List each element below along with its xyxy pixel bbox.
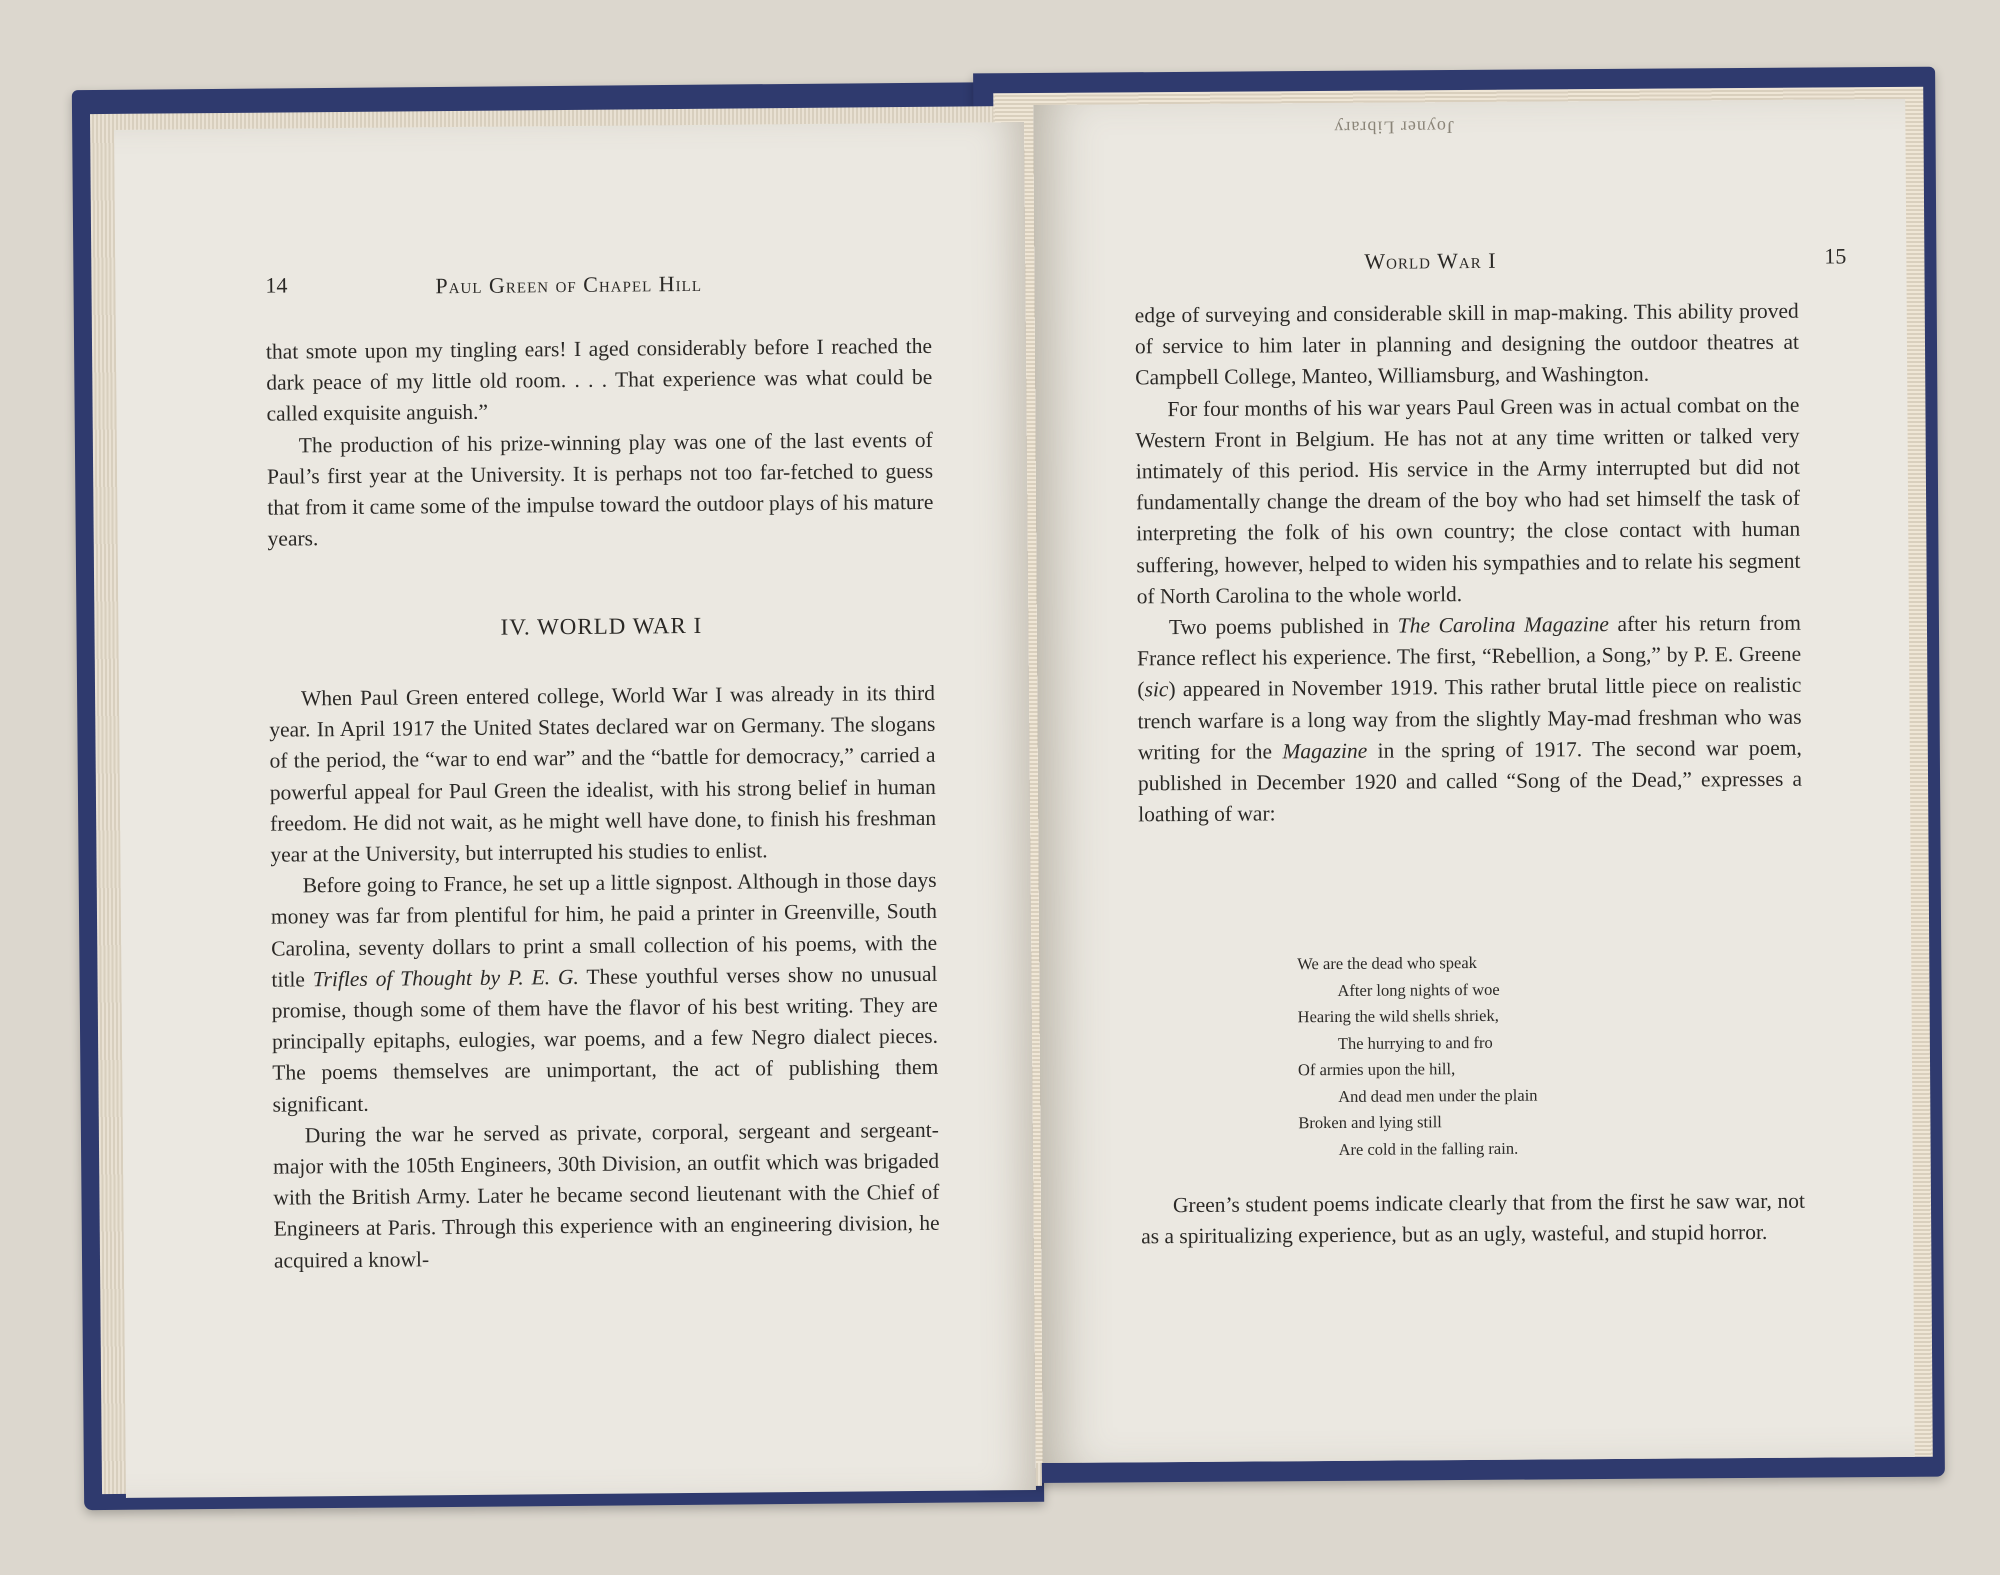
poem-line: Hearing the wild shells shriek, — [1297, 1005, 1499, 1027]
paragraph: The production of his prize-winning play was one of the last events of Paul’s first year at the University. It is perhaps not too far-fetched to guess that from it came some of the impulse toward the outdoor plays of his mature years. — [266, 427, 934, 551]
paragraph-text: ) appeared in November 1919. This rather brutal little piece on realistic trench warfare is a long way from the slightly May-mad freshman who was writing for the — [1137, 673, 1802, 765]
poem-line: We are the dead who speak — [1297, 952, 1477, 974]
running-head: World War I — [1364, 247, 1497, 274]
paragraph-text: Two poems published in — [1168, 613, 1390, 640]
poem-line: Broken and lying still — [1298, 1112, 1442, 1133]
paragraph: edge of surveying and considerable skill in map-making. This ability proved of service to him later in planning and designing the outdoor theatres at Campbell College, Manteo, Williamsburg, and Washington. — [1134, 298, 1800, 390]
paragraph-text: after his return from France reflect his experience. The first, “Rebellion, a Song,” by P. E. Greene ( — [1137, 610, 1802, 702]
sic-note: sic — [1144, 677, 1169, 702]
poem-block — [1297, 950, 1538, 1164]
left-text-body — [269, 678, 940, 1277]
poem-line: Of armies upon the hill, — [1297, 1059, 1456, 1080]
paragraph: For four months of his war years Paul Green was in actual combat on the Western Front in Belgium. He has not at any time written or talked very intimately of this period. His service in the Army interrupted but did not fundamentally change the dream of the boy who had set himself the task of interpreting the folk of his own country; the close contact with human suffering, however, helped to widen his sympathies and to relate his segment of North Carolina to the whole world. — [1135, 392, 1801, 609]
open-book — [78, 70, 1940, 1510]
magazine-title: Magazine — [1282, 738, 1368, 764]
library-stamp: Joyner Library — [1333, 117, 1454, 138]
paragraph-text: Before going to France, he set up a little signpost. Although in those days money was far from plentiful for him, he paid a printer in Greenville, South Carolina, seventy dollars to print a small collection of his poems, with the title — [270, 868, 938, 992]
right-text-top — [1135, 296, 1803, 831]
chapter-heading: IV. WORLD WAR I — [500, 612, 703, 640]
paragraph: Green’s student poems indicate clearly that from the first he saw war, not as a spiritualizing experience, but as an ugly, wasteful, and stupid horror. — [1141, 1188, 1806, 1249]
paragraph-text: in the spring of 1917. The second war poem, published in December 1920 and called “Song of the Dead,” expresses a loathing of war: — [1137, 735, 1803, 827]
poem-line: And dead men under the plain — [1338, 1085, 1538, 1106]
left-page — [114, 122, 1036, 1498]
paragraph: that smote upon my tingling ears! I aged considerably before I reached the dark peace of my little old room. . . . That experience was what could be called exquisite anguish.” — [265, 333, 933, 427]
poem-line: The hurrying to and fro — [1337, 1032, 1493, 1053]
paragraph — [271, 865, 939, 1120]
poem-line: Are cold in the falling rain. — [1338, 1138, 1519, 1159]
page-number: 15 — [1824, 243, 1847, 269]
book-title: Trifles of Thought by P. E. G. — [312, 964, 579, 992]
right-page — [1033, 99, 1914, 1463]
right-text-bottom — [1141, 1186, 1805, 1253]
paragraph — [1137, 608, 1803, 831]
paragraph: When Paul Green entered college, World War I was already in its third year. In April 1917 the United States declared war on Germany. The slogans of the period, the “war to end war” and the “battle for democracy,” carried a powerful appeal for Paul Green the idealist, with his strong belief in human freedom. He did not wait, as he might well have done, to finish his freshman year at the University, but interrupted his studies to enlist. — [269, 680, 937, 867]
left-text-top — [266, 331, 934, 555]
magazine-title: The Carolina Magazine — [1397, 612, 1609, 638]
page-number: 14 — [265, 272, 288, 298]
poem-line: After long nights of woe — [1337, 979, 1500, 1000]
running-head: Paul Green of Chapel Hill — [435, 270, 703, 299]
paragraph-text: These youthful verses show no unusual promise, though some of them have the flavor of his best writing. They are principally epitaphs, eulogies, war poems, and a few Negro dialect pieces. The poems themselves are unimportant, the act of publishing them significant. — [271, 961, 939, 1117]
paragraph: During the war he served as private, corporal, sergeant and sergeant-major with the 105th Engineers, 30th Division, an outfit which was brigaded with the British Army. Later he became second lieutenant with the Chief of Engineers at Paris. Through this experience with an engineering division, he acquired a knowl- — [272, 1117, 940, 1273]
